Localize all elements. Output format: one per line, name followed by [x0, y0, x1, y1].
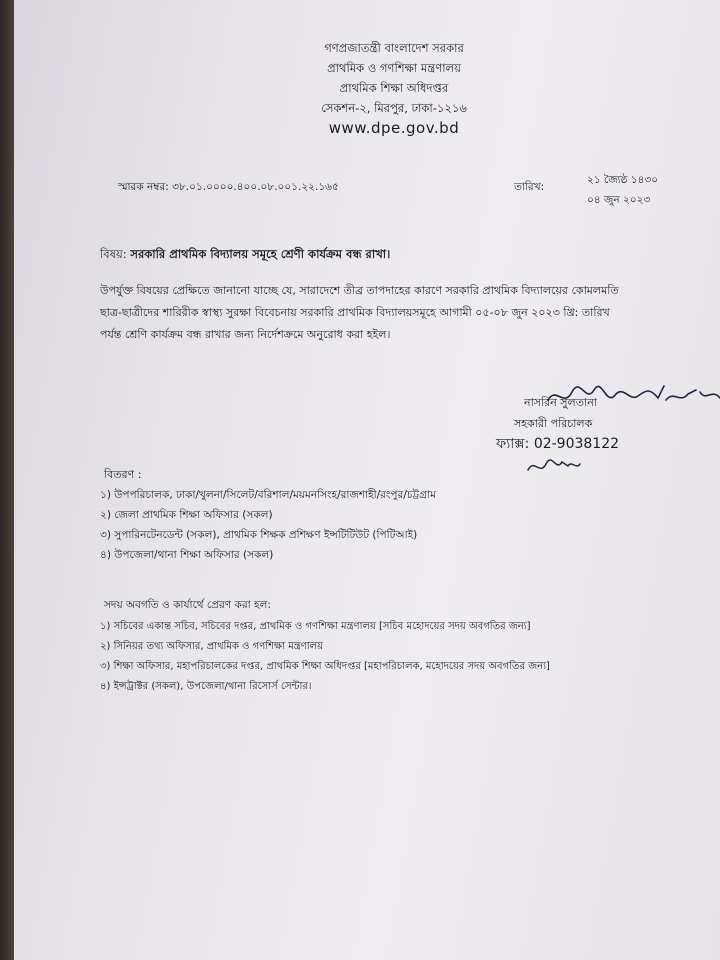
list-item: ২) সিনিয়র তথ্য অফিসার, প্রাথমিক ও গণশিক্ষা মন্ত্রণালয় — [100, 641, 324, 652]
signatory-designation: সহকারী পরিচালক — [514, 417, 593, 430]
letter-body — [100, 280, 700, 346]
distribution-heading: বিতরণ : — [104, 468, 142, 481]
list-item: ৪) উপজেলা/থানা শিক্ষা অফিসার (সকল) — [100, 549, 274, 561]
body-line: ছাত্র-ছাত্রীদের শারিরীক স্বাস্থ্য সুরক্ষা বিবেচনায় সরকারি প্রাথমিক বিদ্যালয়সমূহে আগামী ০৫-০৮ জুন ২০২৩ খ্রি: তারিখ — [100, 306, 610, 319]
list-item: ৩) সুপারিনটেনডেন্ট (সকল), প্রাথমিক শিক্ষক প্রশিক্ষণ ইন্সটিটিউট (পিটিআই) — [100, 529, 418, 541]
memo-date — [587, 170, 658, 210]
subject-text: সরকারি প্রাথমিক বিদ্যালয় সমূহে শ্রেণী কার্যক্রম বন্ধ রাখা। — [130, 247, 391, 261]
date-english: ০৪ জুন ২০২৩ — [587, 194, 651, 206]
handwritten-initial — [524, 452, 584, 480]
list-item: ১) সচিবের একান্ত সচিব, সচিবের দপ্তর, প্রাথমিক ও গণশিক্ষা মন্ত্রণালয় [সচিব মহোদয়ের সদয় অবগতির জন্য] — [100, 621, 531, 632]
list-item: ৪) ইন্সট্রাক্টর (সকল), উপজেলা/থানা রিসোর্স সেন্টার। — [100, 681, 312, 692]
fax-label: ফ্যাক্স: — [496, 436, 530, 452]
subject-label: বিষয়: — [100, 247, 127, 261]
signatory-block — [496, 392, 619, 455]
signatory-name: নাসরিন সুলতানা — [524, 396, 597, 409]
list-item: ১) উপপরিচালক, ঢাকা/খুলনা/সিলেট/বরিশাল/ময়মনসিংহ/রাজশাহী/রংপুর/চট্টগ্রাম — [100, 489, 436, 501]
document-page — [14, 0, 720, 960]
ref-number: ৩৮.০১.০০০০.৪০০.০৮.০০১.২২.১৬৫ — [172, 181, 339, 193]
govt-title: গণপ্রজাতন্ত্রী বাংলাদেশ সরকার — [324, 41, 464, 55]
body-line: পর্যন্ত শ্রেণি কার্যক্রম বন্ধ রাখার জন্য নির্দেশক্রমে অনুরোধ করা হইল। — [100, 328, 391, 341]
memo-reference — [118, 180, 339, 197]
page-edge-shadow — [0, 0, 14, 960]
copy-heading: সদয় অবগতি ও কার্যার্থে প্রেরণ করা হল: — [104, 599, 271, 611]
body-line: উপর্যুক্ত বিষয়ের প্রেক্ষিতে জানানো যাচ্ছে যে, সারাদেশে তীব্র তাপদাহের কারণে সরকারি প্রাথমিক বিদ্যালয়ের কোমলমতি — [100, 284, 619, 297]
directorate-name: প্রাথমিক শিক্ষা অধিদপ্তর — [339, 81, 449, 95]
list-item: ৩) শিক্ষা অফিসার, মহাপরিচালকের দপ্তর, প্রাথমিক শিক্ষা অধিদপ্তর [মহাপরিচালক, মহোদয়ের সদয় অবগতির জন্য] — [100, 661, 550, 672]
fax-number: 02-9038122 — [533, 436, 620, 452]
office-address: সেকশন-২, মিরপুর, ঢাকা-১২১৬ — [321, 101, 467, 115]
ref-label: স্মারক নম্বর: — [118, 181, 169, 193]
date-bangla: ২১ জ্যৈষ্ঠ ১৪৩০ — [587, 174, 659, 186]
date-label: তারিখ: — [514, 181, 545, 193]
distribution-list — [100, 485, 436, 565]
ministry-name: প্রাথমিক ও গণশিক্ষা মন্ত্রণালয় — [327, 61, 461, 75]
subject-line — [100, 246, 390, 265]
copy-list — [100, 617, 550, 697]
website-link[interactable]: www.dpe.gov.bd — [328, 119, 460, 137]
list-item: ২) জেলা প্রাথমিক শিক্ষা অফিসার (সকল) — [100, 509, 273, 521]
letterhead — [254, 38, 534, 138]
